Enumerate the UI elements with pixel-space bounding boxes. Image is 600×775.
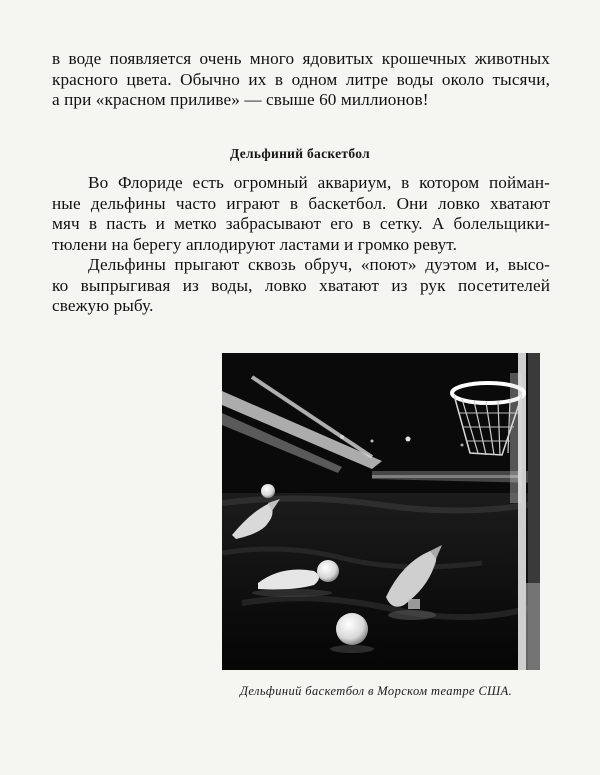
text-line: ные дельфины часто играют в баскетбол. Они ловко хватают — [52, 193, 550, 213]
text-line: мяч в пасть и метко забрасывают его в сетку. А болельщики- — [52, 214, 550, 233]
text-line: свежую рыбу. — [52, 296, 154, 315]
text-line: красного цвета. Обычно их в одном литре воды около тысячи, — [52, 69, 550, 89]
text-line: Во Флориде есть огромный аквариум, в котором пойман- — [88, 173, 550, 192]
dolphin-basketball-photo — [222, 353, 540, 670]
section-body — [52, 173, 550, 317]
text-line: тюлени на берегу аплодируют ластами и громко ревут. — [52, 234, 458, 254]
text-line: Дельфины прыгают сквозь обруч, «поют» дуэтом и, высо- — [88, 255, 550, 274]
intro-paragraph — [52, 49, 550, 111]
text-line: ко выпрыгивая из воды, ловко хватают из рук посетителей — [52, 275, 550, 295]
section-heading: Дельфиний баскетбол — [230, 146, 370, 161]
text-line: в воде появляется очень много ядовитых крошечных животных — [52, 49, 550, 68]
text-line: а при «красном приливе» — свыше 60 миллионов! — [52, 90, 429, 109]
figure-caption: Дельфиний баскетбол в Морском театре США. — [240, 684, 513, 698]
